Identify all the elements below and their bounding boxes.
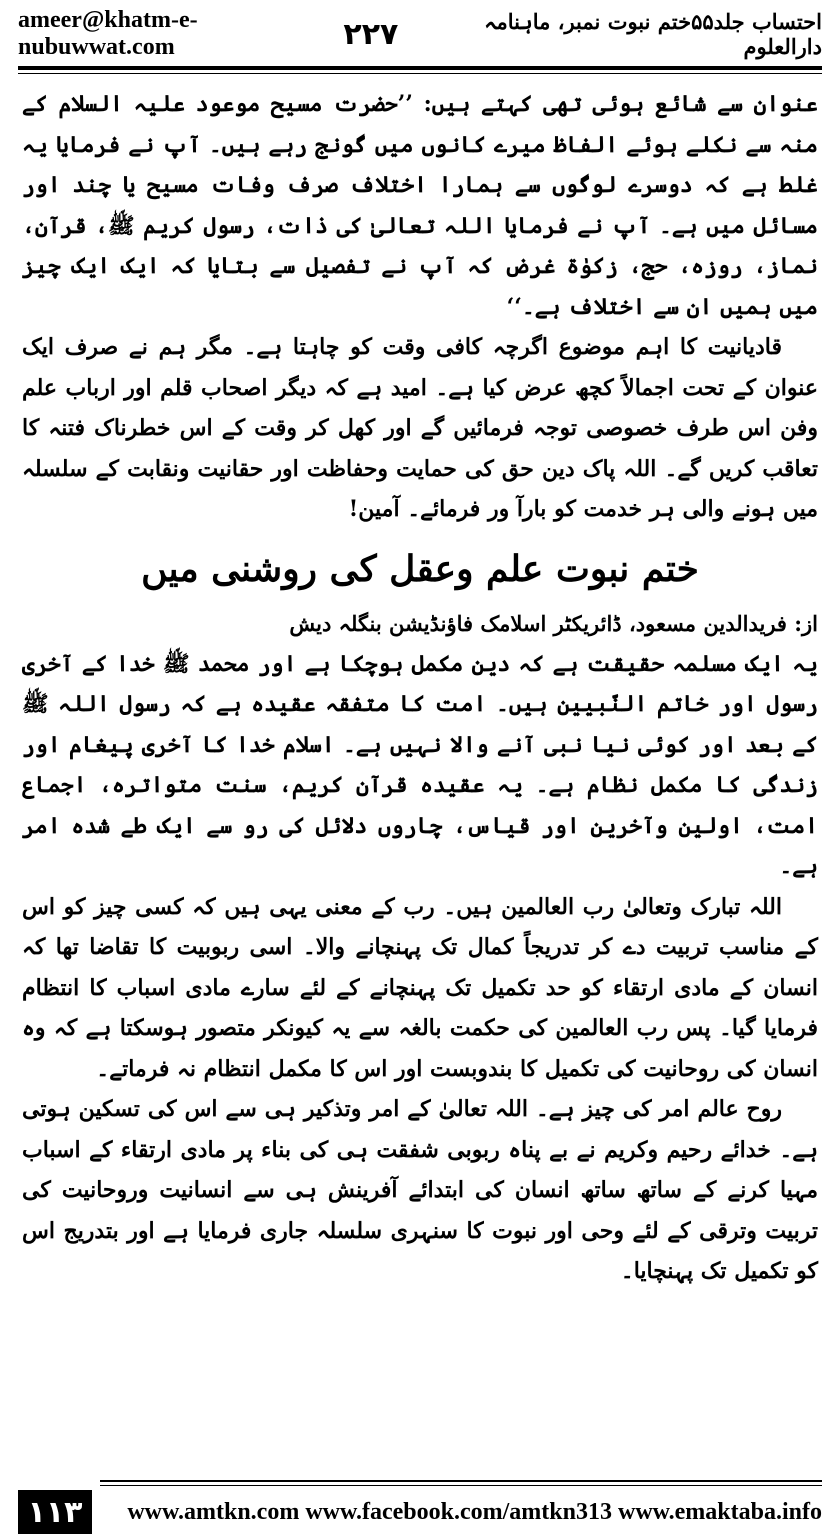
header-right-group <box>343 9 822 59</box>
footer-rule-thin <box>100 1485 822 1486</box>
body-paragraph: قادیانیت کا اہم موضوع اگرچہ کافی وقت کو چاہتا ہے۔ مگر ہم نے صرف ایک عنوان کے تحت اجمالاً کچھ عرض کیا ہے۔ امید ہے کہ دیگر اصحاب قلم اور ارباب علم وفن اس طرف خصوصی توجہ فرمائیں گے اور کھل کر وقت کے اس خطرناک فتنہ کا تعاقب کریں گے۔ اللہ پاک دین حق کی حمایت وحفاظت اور حقانیت ونقابت کے سلسلہ میں ہونے والی ہر خدمت کو بارآ ور فرمائے۔ آمین! <box>22 334 818 522</box>
footer-rule-thick <box>100 1480 822 1482</box>
article-paragraph: روح عالم امر کی چیز ہے۔ اللہ تعالیٰ کے امر وتذکیر ہی سے اس کی تسکین ہوتی ہے۔ خدائے رحیم وکریم نے بے پناہ ربوبی شفقت ہی کی بناء پر مادی ارتقاء کے اسباب مہیا کرنے کے ساتھ ساتھ انسان کی ابتدائے آفرینش ہی سے انسانیت وروحانیت کی تربیت وترقی کے لئے وحی اور نبوت کا سنہری سلسلہ جاری فرمایا ہے اور بتدریج اس کو تکمیل تک پہنچایا۔ <box>22 1096 818 1284</box>
header-email[interactable]: ameer@khatm-e-nubuwwat.com <box>18 7 198 60</box>
article-author: از: فریدالدین مسعود، ڈائریکٹر اسلامک فاؤنڈیشن بنگلہ دیش <box>289 610 818 636</box>
article-paragraph: یہ ایک مسلمہ حقیقت ہے کہ دین مکمل ہوچکا ہے اور محمد ﷺ خدا کے آخری رسول اور خاتم النّبیین ہیں۔ امت کا متفقہ عقیدہ ہے کہ رسول اللہ ﷺ کے بعد اور کوئی نیا نبی آنے والا نہیں ہے۔ اسلام خدا کا آخری پیغام اور زندگی کا مکمل نظام ہے۔ یہ عقیدہ قرآن کریم، سنت متواترہ، اجماع امت، اولین وآخرین اور قیاس، چاروں دلائل کی رو سے ایک طے شدہ امر ہے۔ <box>22 650 818 879</box>
header-page-number: ۲۲۷ <box>343 16 399 52</box>
article-title: ختم نبوت علم وعقل کی روشنی میں <box>141 547 699 590</box>
header-title: احتساب جلد۵۵ختم نبوت نمبر، ماہنامہ دارالعلوم <box>484 9 822 59</box>
page-header <box>18 8 822 60</box>
header-rule-thick <box>18 66 822 70</box>
footer-page-number: ۱۱۳ <box>18 1490 92 1534</box>
page-footer <box>18 1488 822 1536</box>
footer-links[interactable]: www.amtkn.com www.facebook.com/amtkn313 www.emaktaba.info <box>127 1498 822 1525</box>
page-body <box>22 84 818 1292</box>
header-rule-thin <box>18 73 822 74</box>
article-paragraph: اللہ تبارک وتعالیٰ رب العالمین ہیں۔ رب کے معنی یہی ہیں کہ کسی چیز کو اس کے مناسب تربیت دے کر تدریجاً کمال تک پہنچانے والا۔ اسی ربوبیت کا تقاضا تھا کہ انسان کے مادی ارتقاء کو حد تکمیل تک پہنچانے کے لئے سارے مادی اسباب کا انتظام فرمایا گیا۔ پس رب العالمین کی حکمت بالغہ سے یہ کیونکر متصور ہوسکتا ہے کہ وہ انسان کی روحانیت کی تکمیل کا بندوبست اور اس کا مکمل انتظام نہ فرماتے۔ <box>22 893 818 1082</box>
footer-rules <box>100 1480 822 1486</box>
body-paragraph: عنوان سے شائع ہوئی تھی کہتے ہیں: ’’حضرت مسیح موعود علیہ السلام کے منہ سے نکلے ہوئے الفاظ میرے کانوں میں گونج رہے ہیں۔ آپ نے فرمایا یہ غلط ہے کہ دوسرے لوگوں سے ہمارا اختلاف صرف وفات مسیح یا چند اور مسائل میں ہے۔ آپ نے فرمایا اللہ تعالیٰ کی ذات، رسول کریم ﷺ، قرآن، نماز، روزہ، حج، زکوٰۃ غرض کہ آپ نے تفصیل سے بتایا کہ ایک ایک چیز میں ہمیں ان سے اختلاف ہے۔‘‘ <box>22 91 818 320</box>
